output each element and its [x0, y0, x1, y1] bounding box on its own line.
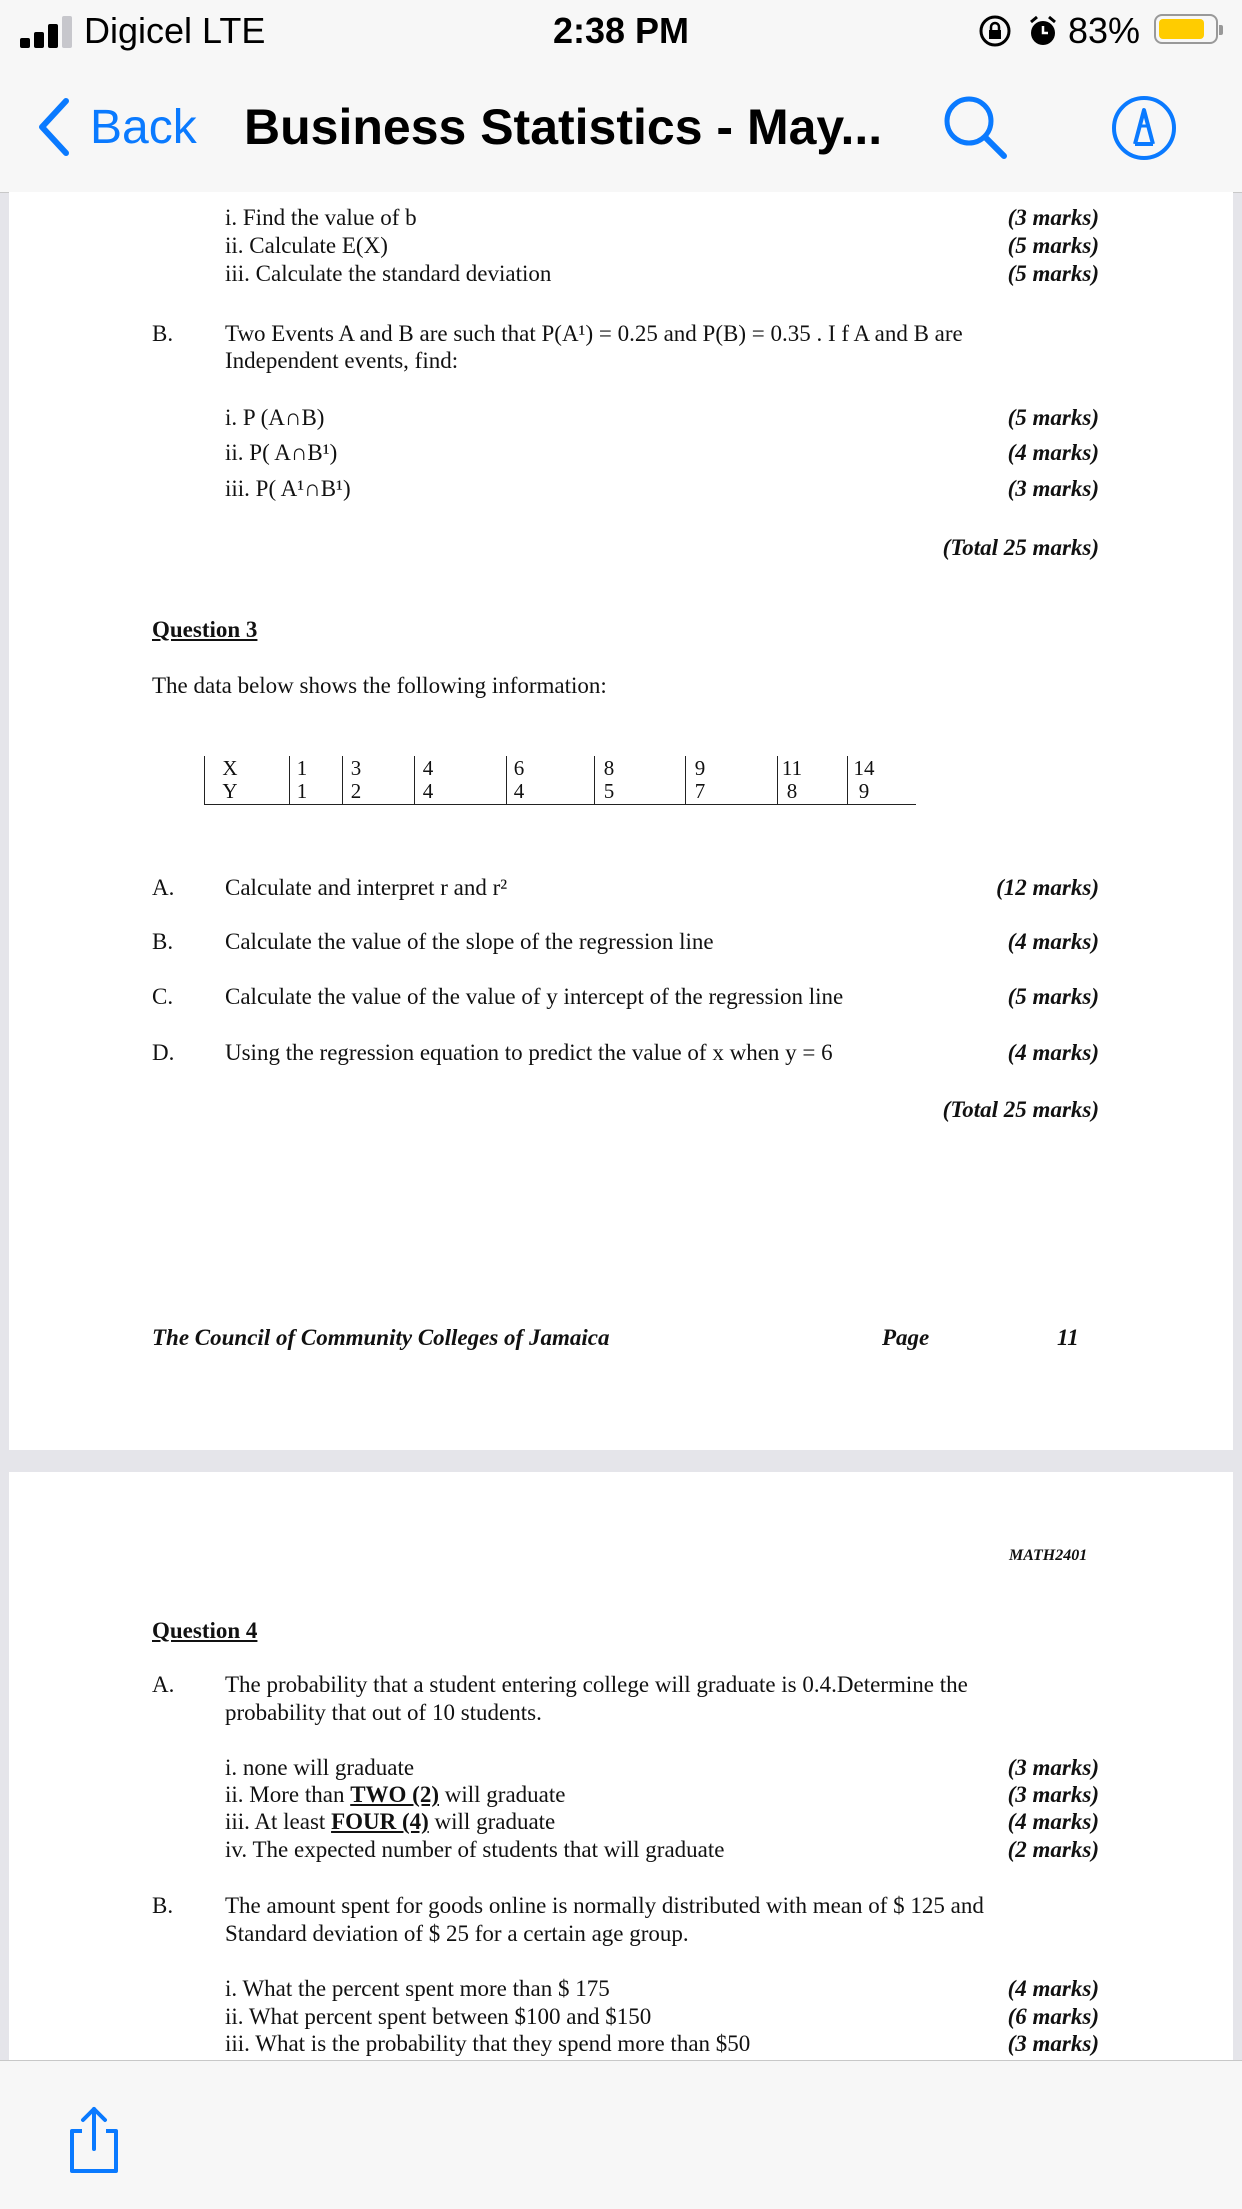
table-cell: 11	[781, 756, 803, 780]
q3-b-text: Calculate the value of the slope of the regression line	[225, 929, 714, 954]
q3-a-marks: (12 marks)	[996, 875, 1099, 900]
q4-b-line-2: Standard deviation of $ 25 for a certain age group.	[225, 1921, 689, 1946]
table-cell: 7	[694, 779, 706, 803]
table-cell: 3	[350, 756, 362, 780]
table-cell: 8	[603, 756, 615, 780]
nav-bar	[0, 64, 1242, 193]
table-cell: 9	[858, 779, 870, 803]
q4-a-item-1: i. none will graduate	[225, 1755, 415, 1780]
q4-a-item-2: ii. More than TWO (2) will graduate	[225, 1782, 566, 1807]
q4-a-line-2: probability that out of 10 students.	[225, 1700, 542, 1725]
search-icon	[940, 92, 1010, 162]
document-title: Business Statistics - May...	[244, 99, 883, 155]
q4-b-item-2: ii. What percent spent between $100 and $150	[225, 2004, 652, 2029]
q4-heading: Question 4	[152, 1618, 258, 1643]
q2-b-item-3: iii. P( A¹∩B¹)	[225, 476, 351, 501]
q3-d-marks: (4 marks)	[1007, 1040, 1099, 1065]
q4-a-item-4: iv. The expected number of students that will graduate	[225, 1837, 725, 1862]
battery-percent: 83%	[1068, 10, 1141, 51]
q2-total-marks: (Total 25 marks)	[942, 535, 1099, 560]
q4-b-letter: B.	[152, 1893, 174, 1918]
footer-page-label: Page	[882, 1325, 930, 1350]
q4-b-item-1-marks: (4 marks)	[1007, 1976, 1099, 2001]
q4-b-item-2-marks: (6 marks)	[1007, 2004, 1099, 2029]
q3-intro: The data below shows the following information:	[152, 673, 607, 698]
share-icon	[64, 2105, 124, 2175]
q3-c-letter: C.	[152, 984, 174, 1009]
q2-b-letter: B.	[152, 321, 174, 346]
table-cell: 4	[422, 779, 434, 803]
q3-heading: Question 3	[152, 617, 258, 642]
q3-c-text: Calculate the value of the value of y intercept of the regression line	[225, 984, 844, 1009]
q2-a-item-1: i. Find the value of b	[225, 205, 417, 230]
q4-a-item-3: iii. At least FOUR (4) will graduate	[225, 1809, 556, 1834]
battery-icon	[1154, 14, 1218, 44]
course-code: MATH2401	[1009, 1547, 1088, 1564]
back-label: Back	[90, 100, 197, 154]
chevron-left-icon	[36, 96, 72, 158]
q2-b-item-2: ii. P( A∩B¹)	[225, 440, 338, 465]
q2-b-item-1-marks: (5 marks)	[1007, 405, 1099, 430]
footer-council-name: The Council of Community Colleges of Jamaica	[152, 1325, 610, 1350]
q2-b-item-2-marks: (4 marks)	[1007, 440, 1099, 465]
q3-a-text: Calculate and interpret r and r²	[225, 875, 508, 900]
status-bar	[0, 0, 1242, 64]
q3-b-marks: (4 marks)	[1007, 929, 1099, 954]
q2-a-item-1-marks: (3 marks)	[1007, 205, 1099, 230]
search-button[interactable]	[940, 92, 1010, 167]
q4-a-item-4-marks: (2 marks)	[1007, 1837, 1099, 1862]
q4-b-line-1: The amount spent for goods online is normally distributed with mean of $ 125 and	[225, 1893, 984, 1918]
table-cell: 2	[350, 779, 362, 803]
footer-page-number: 11	[1057, 1325, 1079, 1350]
q2-b-line-2: Independent events, find:	[225, 348, 459, 373]
markup-pen-icon	[1110, 94, 1178, 162]
q4-a-item-2-marks: (3 marks)	[1007, 1782, 1099, 1807]
q3-total-marks: (Total 25 marks)	[942, 1097, 1099, 1122]
q2-a-item-3: iii. Calculate the standard deviation	[225, 261, 552, 286]
table-cell: 4	[422, 756, 434, 780]
share-button[interactable]	[64, 2105, 124, 2180]
q2-a-item-2: ii. Calculate E(X)	[225, 233, 388, 258]
q4-b-item-3: iii. What is the probability that they spend more than $50	[225, 2031, 751, 2056]
q3-a-letter: A.	[152, 875, 175, 900]
pdf-page-11	[9, 192, 1233, 1450]
table-cell: Y	[222, 779, 238, 803]
table-divider	[204, 756, 205, 804]
q4-b-item-1: i. What the percent spent more than $ 175	[225, 1976, 610, 2001]
q2-a-item-3-marks: (5 marks)	[1007, 261, 1099, 286]
xy-data-table	[204, 754, 916, 805]
q4-a-letter: A.	[152, 1672, 175, 1697]
table-cell: 9	[694, 756, 706, 780]
bottom-toolbar	[0, 2060, 1242, 2209]
table-cell: 4	[513, 779, 525, 803]
rotation-lock-icon	[978, 14, 1012, 48]
pdf-page-12	[9, 1472, 1233, 2060]
markup-button[interactable]	[1110, 94, 1178, 167]
q3-d-letter: D.	[152, 1040, 175, 1065]
q4-b-item-3-marks: (3 marks)	[1007, 2031, 1099, 2056]
table-cell: 5	[603, 779, 615, 803]
q3-b-letter: B.	[152, 929, 174, 954]
q4-a-line-1: The probability that a student entering college will graduate is 0.4.Determine the	[225, 1672, 968, 1697]
status-time: 2:38 PM	[552, 10, 690, 51]
table-cell: 8	[786, 779, 798, 803]
q2-b-line-1: Two Events A and B are such that P(A¹) = 0.25 and P(B) = 0.35 . I f A and B are	[225, 321, 963, 346]
q4-a-item-3-marks: (4 marks)	[1007, 1809, 1099, 1834]
alarm-icon	[1026, 14, 1060, 48]
table-cell: 1	[296, 756, 308, 780]
q2-b-item-3-marks: (3 marks)	[1007, 476, 1099, 501]
table-cell: 6	[513, 756, 525, 780]
q2-a-item-2-marks: (5 marks)	[1007, 233, 1099, 258]
q2-b-item-1: i. P (A∩B)	[225, 405, 325, 430]
table-cell: 1	[296, 779, 308, 803]
carrier-label: Digicel LTE	[84, 10, 266, 51]
q3-c-marks: (5 marks)	[1007, 984, 1099, 1009]
q3-d-text: Using the regression equation to predict the value of x when y = 6	[225, 1040, 833, 1065]
q4-a-item-1-marks: (3 marks)	[1007, 1755, 1099, 1780]
back-button[interactable]	[36, 94, 197, 160]
table-cell: X	[222, 756, 238, 780]
table-cell: 14	[853, 756, 875, 780]
